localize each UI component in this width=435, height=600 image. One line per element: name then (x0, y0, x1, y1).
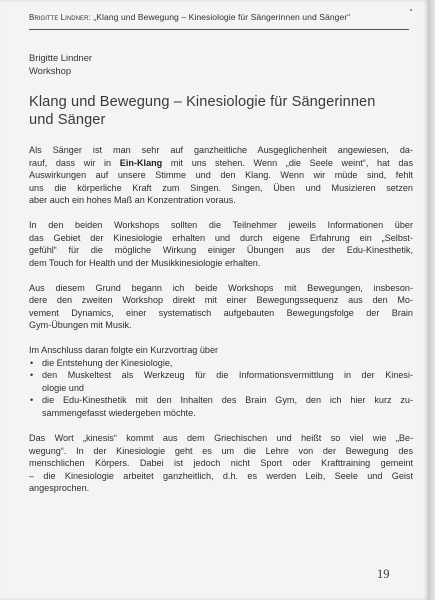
text-line: Das Wort „kinesis“ kommt aus dem Griechischen und heißt so viel wie „Be- (29, 432, 413, 443)
text-fragment: rauf, dass wir in (29, 157, 120, 168)
running-head (29, 12, 409, 22)
paragraph-3 (29, 282, 413, 332)
header-rule (29, 29, 409, 30)
text-line: Aus diesem Grund begann ich beide Workshops mit Bewegungen, insbeson- (29, 282, 413, 293)
text-line: sammengefasst wiedergeben möchte. (42, 408, 196, 419)
author-role: Workshop (29, 64, 72, 76)
text-line: uns die körperliche Kraft zum Singen. Singen, Üben und Musizieren setzen (29, 182, 413, 193)
list-item (29, 369, 413, 394)
text-line: angesprochen. (29, 483, 90, 494)
emphasis-ein-klang: Ein-Klang (119, 157, 163, 168)
article-title-line-1: Klang und Bewegung – Kinesiologie für Sängerinnen (29, 94, 376, 110)
text-line: den Muskeltest als Werkzeug für die Informationsvermittlung in der Kinesi- (42, 370, 413, 381)
text-line: Auswirkungen auf unsere Stimme und den Klang. Wenn wir müde sind, fehlt (29, 170, 413, 181)
scan-speck (410, 9, 412, 11)
article-title (29, 94, 414, 129)
running-head-author: Brigitte Lindner (29, 13, 89, 22)
text-line (29, 157, 413, 170)
text-line: das Gebiet der Kinesiologie erhalten und durch eigene Erfahrung ein „Selbst- (29, 232, 413, 243)
article-title-line-2: und Sänger (29, 111, 106, 128)
text-line: menschlichen Körpers. Dabei ist jedoch nicht Sport oder Krafttraining gemeint (29, 458, 413, 469)
page-number: 19 (377, 567, 390, 581)
page-edge (428, 0, 435, 600)
paragraph-1 (29, 144, 413, 207)
paragraph-2 (29, 219, 413, 269)
text-line: dere den zweiten Workshop direkt mit einer Bewegungssequenz aus den Mo- (29, 295, 413, 306)
text-line: aber auch ein hohes Maß an Konzentration voraus. (29, 195, 236, 206)
text-line: Als Sänger ist man sehr auf ganzheitliche Ausgeglichenheit angewiesen, da- (29, 145, 413, 155)
author-name: Brigitte Lindner (29, 52, 93, 63)
author-block (29, 52, 92, 77)
text-line: gefühl“ für die mögliche Wirkung einiger Übungen aus der Edu-Kinesthetik, (29, 245, 413, 256)
text-line: – die Kinesiologie arbeitet ganzheitlich, d.h. es werden Leib, Seele und Geist (29, 470, 413, 481)
article-body (29, 144, 413, 507)
bullet-icon: • (30, 357, 34, 368)
text-line: vement Dynamics, einer systematisch aufgebauten Bewegungsfolge der Brain (29, 307, 413, 318)
bullet-list (29, 357, 413, 420)
text-fragment: mit uns stehen. Wenn „die Seele weint“, hat das (162, 157, 413, 168)
text-line: dem Touch for Health und der Musikkinesiologie erhalten. (29, 257, 261, 268)
paragraph-4 (29, 344, 413, 419)
text-line: In den beiden Workshops sollten die Teilnehmer jeweils Informationen über (29, 220, 413, 231)
list-item (29, 394, 413, 419)
list-item (29, 357, 413, 370)
paragraph-5 (29, 432, 413, 495)
text-line: Gym-Übungen mit Musik. (29, 320, 132, 331)
text-line: wegung“. In der Kinesiologie geht es um die Lehre von der Bewegung des (29, 445, 413, 456)
running-head-title: : „Klang und Bewegung – Kinesiologie für Sängerinnen und Sänger“ (88, 12, 351, 22)
bullet-icon: • (30, 395, 34, 406)
text-line: ologie und (42, 382, 84, 393)
text-line: die Edu-Kinesthetik mit den Inhalten des Brain Gym, den ich hier kurz zu- (42, 395, 413, 406)
bullet-icon: • (30, 370, 34, 381)
text-line: Im Anschluss daran folgte ein Kurzvortrag über (29, 345, 219, 356)
text-line: die Entstehung der Kinesiologie, (42, 357, 173, 368)
